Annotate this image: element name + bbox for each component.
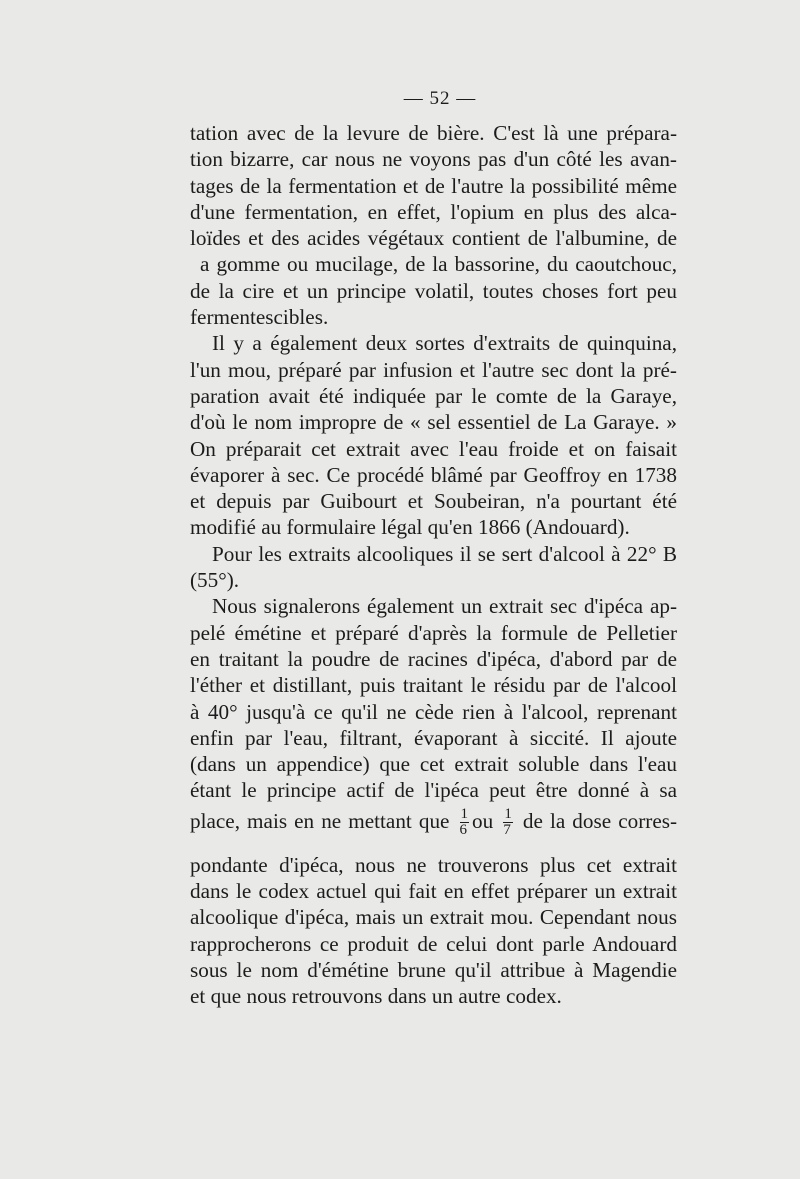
- fraction-denominator: 7: [503, 822, 511, 839]
- paragraph-start-line: Nous signalerons également un extrait sec d'ipéca ap-: [212, 594, 677, 619]
- text-line: rapprocherons ce produit de celui dont parle Andouard: [190, 931, 677, 956]
- text-line: pondante d'ipéca, nous ne trouverons plus cet extrait: [190, 852, 677, 877]
- text-line: alcoolique d'ipéca, mais un extrait mou. Cependant nous: [190, 905, 677, 930]
- text-line: dans le codex actuel qui fait en effet préparer un extrait: [190, 879, 677, 904]
- fraction-line-before: place, mais en ne mettant que: [190, 808, 450, 833]
- text-line: (55°).: [190, 568, 240, 593]
- fraction-one-seventh: [503, 807, 513, 838]
- text-line: en traitant la poudre de racines d'ipéca, d'abord par de: [190, 646, 677, 671]
- fraction-denominator: 6: [459, 822, 468, 839]
- text-line: évaporer à sec. Ce procédé blâmé par Geoffroy en 1738: [190, 462, 677, 487]
- paragraph-start-line: Il y a également deux sortes d'extraits de quinquina,: [212, 331, 677, 356]
- text-line: paration avait été indiquée par le comte de la Garaye,: [190, 383, 677, 408]
- text-line: de la cire et un principe volatil, toutes choses fort peu: [190, 278, 677, 303]
- text-line: et depuis par Guibourt et Soubeiran, n'a pourtant été: [190, 489, 677, 514]
- paragraph-start-line: Pour les extraits alcooliques il se sert d'alcool à 22° B: [212, 541, 677, 566]
- text-line: On préparait cet extrait avec l'eau froide et on faisait: [190, 436, 677, 461]
- text-line: tation avec de la levure de bière. C'est là une prépara-: [190, 121, 677, 145]
- text-line: modifié au formulaire légal qu'en 1866 (Andouard).: [190, 515, 630, 540]
- text-line: sous le nom d'émétine brune qu'il attribue à Magendie: [190, 957, 677, 982]
- page-number: — 52 —: [403, 88, 477, 109]
- text-line: a gomme ou mucilage, de la bassorine, du caoutchouc,: [200, 252, 677, 277]
- fraction-numerator: 1: [460, 806, 469, 823]
- text-line: tages de la fermentation et de l'autre la possibilité même: [190, 173, 677, 198]
- text-line: pelé émétine et préparé d'après la formule de Pelletier: [190, 620, 677, 645]
- body-text: [190, 120, 677, 1010]
- text-line: et que nous retrouvons dans un autre codex.: [190, 984, 562, 1009]
- text-line: enfin par l'eau, filtrant, évaporant à siccité. Il ajoute: [190, 725, 677, 750]
- text-line: l'éther et distillant, puis traitant le résidu par de l'alcool: [190, 673, 677, 698]
- fraction-numerator: 1: [504, 806, 512, 823]
- fraction-line-middle: ou: [472, 808, 494, 833]
- text-line: d'une fermentation, en effet, l'opium en plus des alca-: [190, 199, 677, 224]
- text-line: loïdes et des acides végétaux contient de l'albumine, de: [190, 226, 677, 251]
- fraction-one-sixth: [460, 807, 470, 838]
- text-line: étant le principe actif de l'ipéca peut être donné à sa: [190, 778, 677, 803]
- text-line: à 40° jusqu'à ce qu'il ne cède rien à l'alcool, reprenant: [190, 699, 677, 724]
- text-line: (dans un appendice) que cet extrait soluble dans l'eau: [190, 752, 677, 777]
- text-line: tion bizarre, car nous ne voyons pas d'un côté les avan-: [190, 147, 677, 172]
- text-line: l'un mou, préparé par infusion et l'autre sec dont la pré-: [190, 357, 677, 382]
- fraction-line: [190, 804, 677, 852]
- text-line: fermentescibles.: [190, 305, 329, 330]
- text-line: d'où le nom impropre de « sel essentiel de La Garaye. »: [190, 410, 677, 435]
- fraction-line-after: de la dose corres-: [522, 808, 678, 833]
